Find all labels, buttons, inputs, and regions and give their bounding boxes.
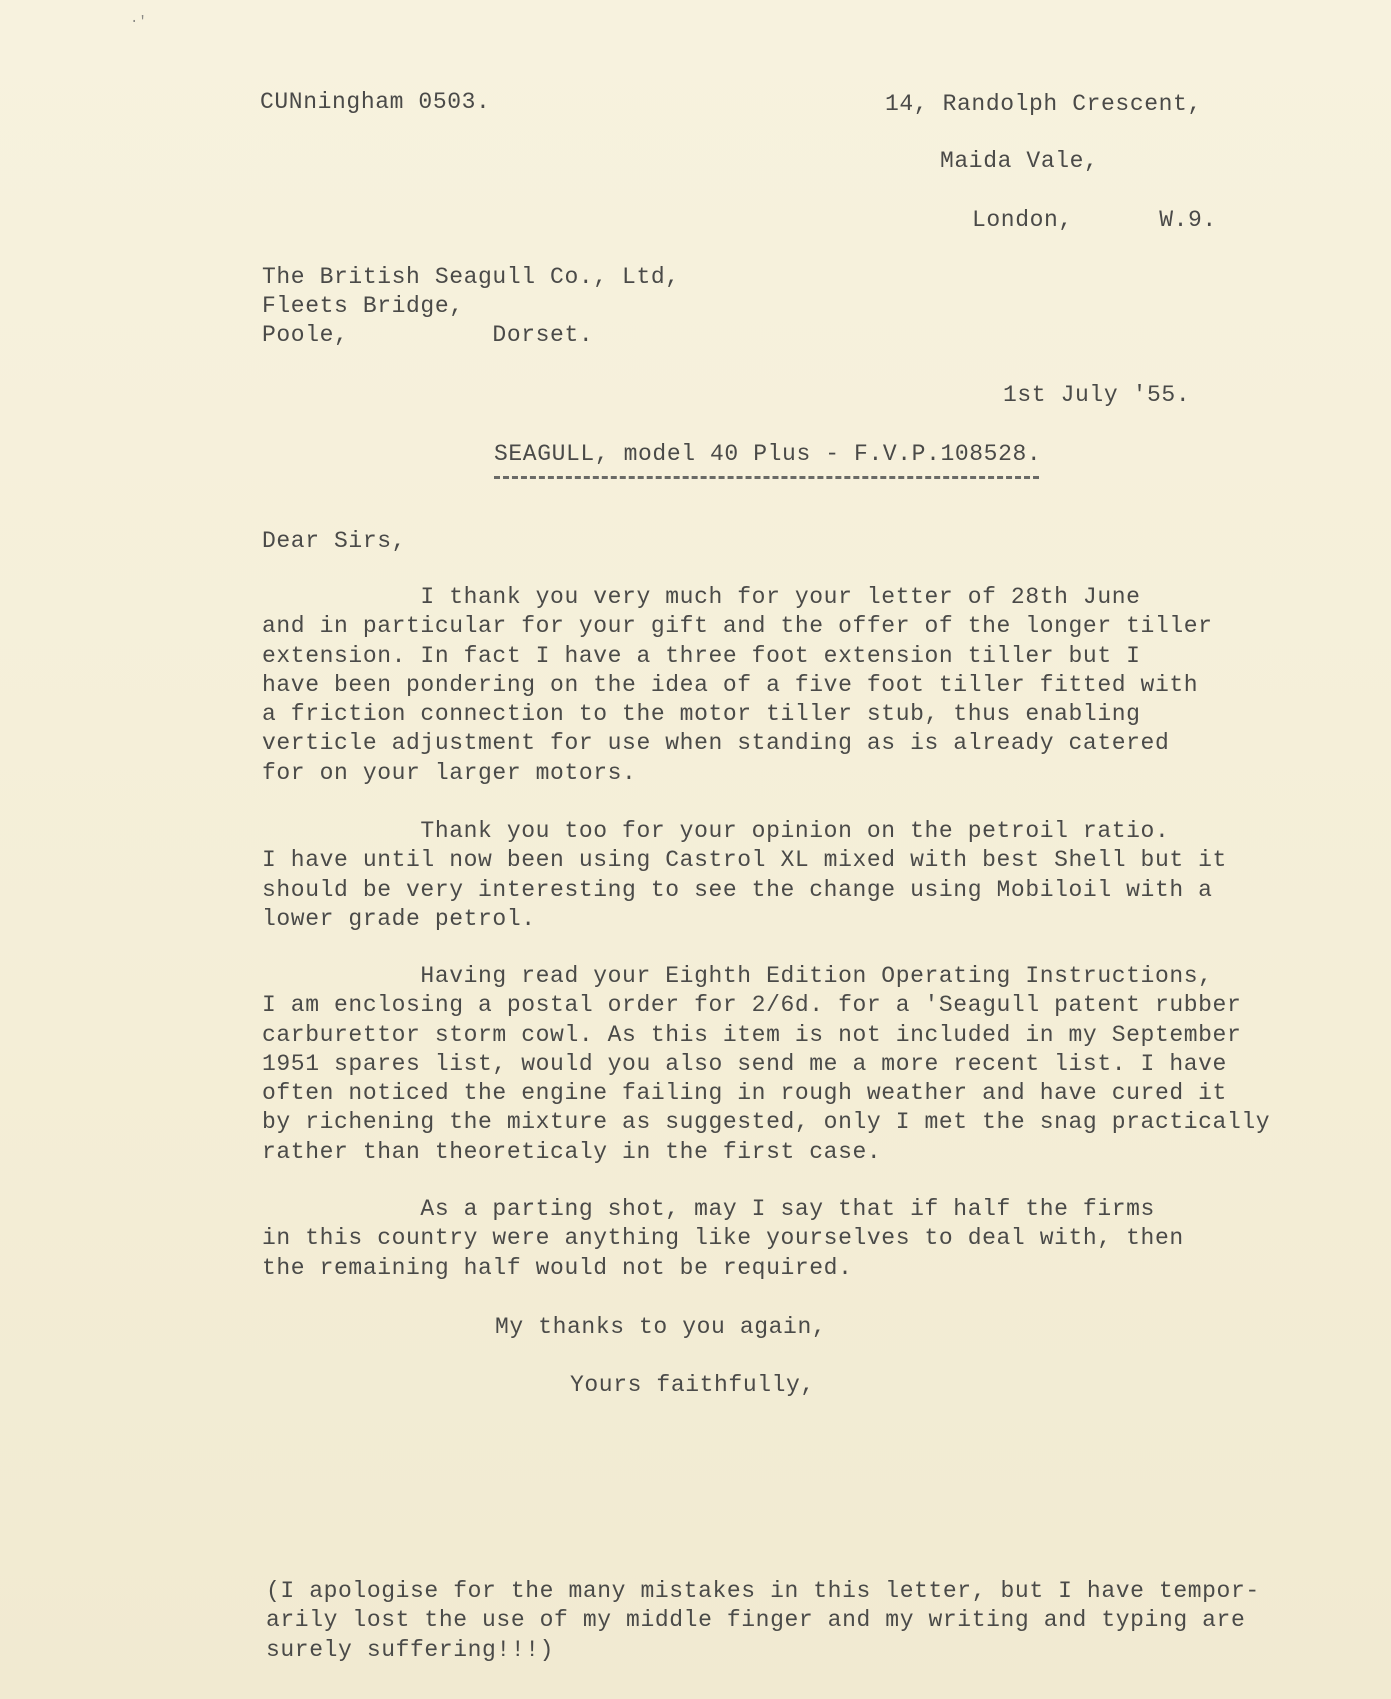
letter-date: 1st July '55. bbox=[1003, 382, 1191, 408]
address-line-3: London, W.9. bbox=[972, 207, 1217, 233]
closing-signoff: Yours faithfully, bbox=[570, 1372, 815, 1398]
address-line-2: Maida Vale, bbox=[940, 148, 1099, 174]
subject-underline bbox=[494, 476, 1039, 485]
closing-thanks: My thanks to you again, bbox=[495, 1314, 827, 1340]
recipient-line-3: Poole, Dorset. bbox=[262, 322, 594, 348]
address-line-1: 14, Randolph Crescent, bbox=[885, 91, 1202, 117]
recipient-line-1: The British Seagull Co., Ltd, bbox=[262, 264, 680, 290]
postscript: (I apologise for the many mistakes in this letter, but I have tempor- arily lost the use of my middle finger and my writing and typing are surely suffering!!!) bbox=[266, 1578, 1260, 1663]
salutation: Dear Sirs, bbox=[262, 528, 407, 554]
recipient-line-2: Fleets Bridge, bbox=[262, 293, 464, 319]
paragraph-2: Thank you too for your opinion on the petroil ratio. I have until now been using Castrol XL mixed with best Shell but it should be very interesting to see the change using Mobiloil with a lower grade petrol. bbox=[262, 818, 1227, 932]
paragraph-4: As a parting shot, may I say that if half the firms in this country were anything like yourselves to deal with, then the remaining half would not be required. bbox=[262, 1196, 1184, 1281]
phone-number: CUNningham 0503. bbox=[260, 89, 491, 115]
margin-mark: ·' bbox=[130, 14, 147, 30]
paragraph-3: Having read your Eighth Edition Operating Instructions, I am enclosing a postal order for 2/6d. for a 'Seagull patent rubber carburettor storm cowl. As this item is not included in my September 1951 spares list, would you also send me a more recent list. I have often noticed the engine failing in rough weather and have cured it by richening the mixture as suggested, only I met the snag practically rather than theoreticaly in the first case. bbox=[262, 963, 1271, 1165]
subject-line: SEAGULL, model 40 Plus - F.V.P.108528. bbox=[494, 441, 1042, 467]
paragraph-1: I thank you very much for your letter of 28th June and in particular for your gift and the offer of the longer tiller extension. In fact I have a three foot extension tiller but I have been pondering on the idea of a five foot tiller fitted with a friction connection to the motor tiller stub, thus enabling verticle adjustment for use when standing as is already catered for on your larger motors. bbox=[262, 584, 1213, 786]
